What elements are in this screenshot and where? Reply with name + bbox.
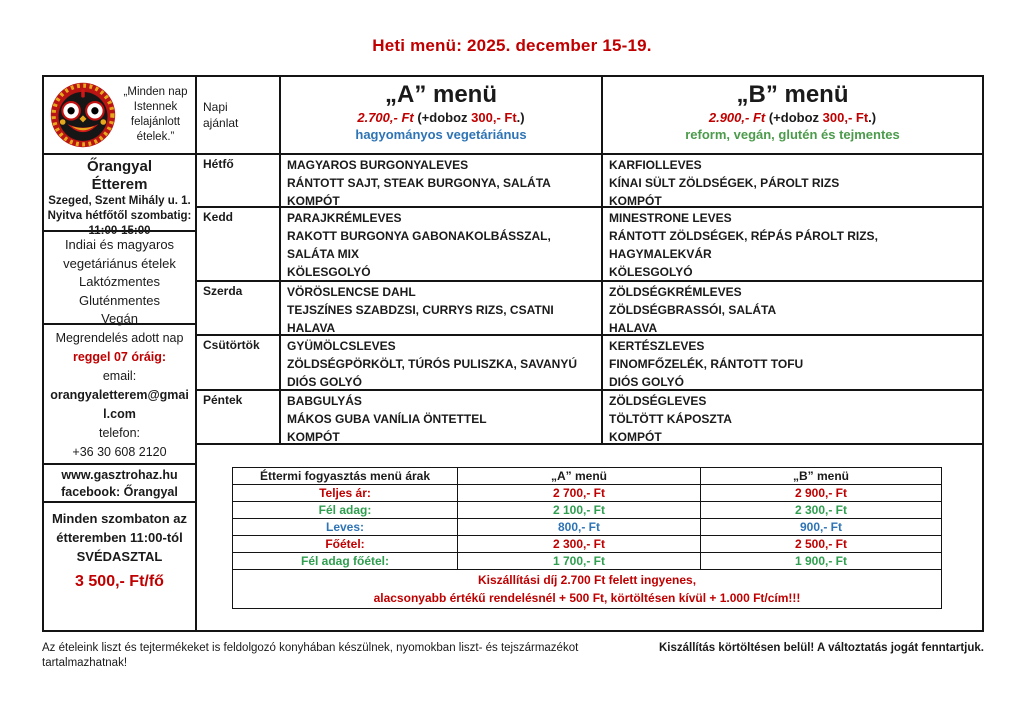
price-b: 1 900,- Ft (701, 553, 942, 570)
dish-line: KÍNAI SÜLT ZÖLDSÉGEK, PÁROLT RIZS (609, 176, 840, 190)
opening-hours-line1: Nyitva hétfőtől szombatig: (47, 210, 192, 222)
price-a: 1 700,- Ft (458, 553, 701, 570)
price-b: 900,- Ft (701, 519, 942, 536)
restaurant-name-line1: Őrangyal (86, 158, 153, 175)
menu-a-price-line: 2.700,- Ft (+doboz 300,- Ft.) (357, 110, 525, 125)
dish-line: GYÜMÖLCSLEVES (287, 339, 396, 353)
dish-line: TEJSZÍNES SZABDZSI, CURRYS RIZS, CSATNI (287, 303, 554, 317)
dish-line: ZÖLDSÉGPÖRKÖLT, TÚRÓS PULISZKA, SAVANYÚ (287, 357, 578, 371)
price-label: Leves: (233, 519, 458, 536)
phone-number: +36 30 608 2120 (72, 445, 167, 459)
order-deadline: reggel 07 óráig: (72, 350, 167, 364)
saturday-buffet-price: 3 500,- Ft/fő (75, 573, 164, 590)
delivery-area-note: Kiszállítás körtöltésen belül! A változtatás jogát fenntartjuk. (658, 642, 984, 654)
dish-line: KOMPÓT (287, 430, 340, 444)
dine-in-price-table (232, 467, 942, 609)
saturday-buffet-text: Minden szombaton az étteremben 11:00-tól (51, 511, 188, 545)
restaurant-info-section (44, 155, 195, 237)
price-table-header-row (233, 468, 942, 485)
day-row-wednesday (197, 282, 982, 336)
logo-section (44, 77, 195, 155)
menu-a-dishes (281, 282, 603, 334)
menu-b-subtitle: reform, vegán, glutén és tejmentes (685, 127, 900, 142)
price-a: 2 100,- Ft (458, 502, 701, 519)
day-row-thursday (197, 336, 982, 391)
day-row-friday (197, 391, 982, 445)
dish-line: KARFIOLLEVES (609, 158, 702, 172)
restaurant-name-line2: Étterem (91, 176, 148, 193)
price-b: 2 500,- Ft (701, 536, 942, 553)
saturday-buffet-section (44, 503, 195, 630)
email-label: email: (102, 369, 137, 383)
dish-line: FINOMFŐZELÉK, RÁNTOTT TOFU (609, 357, 804, 371)
dish-line: KERTÉSZLEVES (609, 339, 705, 353)
menu-a-subtitle: hagyományos vegetáriánus (355, 127, 527, 142)
price-label: Fél adag főétel: (233, 553, 458, 570)
dish-line: RAKOTT BURGONYA GABONAKOLBÁSSZAL, SALÁTA MIX (287, 229, 551, 261)
menu-b-dishes (603, 336, 982, 389)
dish-line: ZÖLDSÉGLEVES (609, 394, 707, 408)
daily-offer-label: Napi ajánlat (197, 77, 281, 153)
price-header-menu-a: „A” menü (458, 468, 701, 485)
footer (42, 641, 984, 671)
menu-b-dishes (603, 155, 982, 206)
dish-line: MÁKOS GUBA VANÍLIA ÖNTETTEL (287, 412, 487, 426)
day-label: Hétfő (197, 155, 281, 206)
weekly-menu-table (42, 75, 984, 632)
menu-header-row (197, 77, 982, 155)
dish-line: MAGYAROS BURGONYALEVES (287, 158, 469, 172)
dish-line: DIÓS GOLYÓ (287, 375, 362, 389)
page-title: Heti menü: 2025. december 15-19. (372, 36, 652, 55)
phone-label: telefon: (98, 426, 140, 440)
day-row-monday (197, 155, 982, 208)
price-row-soup (233, 519, 942, 536)
price-row-main (233, 536, 942, 553)
jagannath-logo-icon (46, 80, 120, 150)
dish-line: DIÓS GOLYÓ (609, 375, 684, 389)
menu-a-dishes (281, 391, 603, 443)
day-label: Csütörtök (197, 336, 281, 389)
web-section (44, 465, 195, 503)
menu-area (197, 77, 982, 630)
price-header-menu-b: „B” menü (701, 468, 942, 485)
price-b: 2 300,- Ft (701, 502, 942, 519)
dish-line: HALAVA (609, 321, 658, 335)
day-label: Kedd (197, 208, 281, 280)
feature-cuisine: Indiai és magyaros vegetáriánus ételek (63, 237, 176, 271)
menu-b-dishes (603, 282, 982, 334)
dish-line: PARAJKRÉMLEVES (287, 211, 402, 225)
price-row-half-main (233, 553, 942, 570)
menu-b-title: „B” menü (736, 81, 849, 108)
dish-line: KOMPÓT (609, 194, 662, 208)
menu-b-price-line: 2.900,- Ft (+doboz 300,- Ft.) (708, 110, 877, 125)
features-section (44, 232, 195, 325)
menu-a-dishes (281, 208, 603, 280)
restaurant-address: Szeged, Szent Mihály u. 1. (48, 195, 191, 207)
website-url: www.gasztrohaz.hu (61, 468, 178, 482)
dish-line: KÖLESGOLYÓ (609, 265, 693, 279)
day-label: Péntek (197, 391, 281, 443)
menu-a-dishes (281, 155, 603, 206)
price-a: 800,- Ft (458, 519, 701, 536)
email-address: orangyaletterem@gmail.com (50, 388, 189, 421)
dish-line: KÖLESGOLYÓ (287, 265, 371, 279)
saturday-buffet-event: SVÉDASZTAL (76, 549, 163, 564)
allergen-note: Az ételeink liszt és tejtermékeket is feldolgozó konyhában készülnek, nyomokban liszt- és tejszármazékot tartalmazhatnak! (42, 642, 579, 669)
menu-b-dishes (603, 391, 982, 443)
feature-vegan: Vegán (101, 311, 138, 326)
dish-line: ZÖLDSÉGBRASSÓI, SALÁTA (609, 303, 777, 317)
dish-line: BABGULYÁS (287, 394, 362, 408)
menu-a-dishes (281, 336, 603, 389)
price-header-label: Éttermi fogyasztás menü árak (233, 468, 458, 485)
dish-line: VÖRÖSLENCSE DAHL (287, 285, 416, 299)
dish-line: ZÖLDSÉGKRÉMLEVES (609, 285, 742, 299)
price-area (197, 445, 982, 630)
price-a: 2 700,- Ft (458, 485, 701, 502)
order-intro: Megrendelés adott nap (55, 331, 184, 345)
opening-hours-line2: 11:00-15:00 (88, 225, 151, 237)
facebook-name: facebook: Őrangyal (61, 485, 178, 499)
price-label: Főétel: (233, 536, 458, 553)
day-label: Szerda (197, 282, 281, 334)
dish-line: KOMPÓT (287, 194, 340, 208)
dish-line: HALAVA (287, 321, 336, 335)
feature-gluten-free: Gluténmentes (79, 292, 160, 308)
price-label: Fél adag: (233, 502, 458, 519)
delivery-note-row (233, 570, 942, 609)
price-row-full (233, 485, 942, 502)
price-row-half (233, 502, 942, 519)
order-info-section (44, 325, 195, 465)
feature-lactose-free: Laktózmentes (79, 274, 160, 289)
menu-b-dishes (603, 208, 982, 280)
menu-a-header (281, 77, 603, 153)
menu-b-header (603, 77, 982, 153)
menu-a-title: „A” menü (384, 81, 497, 108)
dish-line: KOMPÓT (609, 430, 662, 444)
dish-line: RÁNTOTT ZÖLDSÉGEK, RÉPÁS PÁROLT RIZS, HAGYMALEKVÁR (609, 229, 878, 261)
sidebar (44, 77, 197, 630)
daily-offering-quote: „Minden nap Istennek felajánlott ételek.” (123, 86, 188, 143)
price-label: Teljes ár: (233, 485, 458, 502)
delivery-note: Kiszállítási díj 2.700 Ft felett ingyenes, alacsonyabb értékű rendelésnél + 500 Ft, körtöltésen kívül + 1.000 Ft/cím!!! (233, 570, 942, 609)
dish-line: RÁNTOTT SAJT, STEAK BURGONYA, SALÁTA (287, 176, 551, 190)
price-a: 2 300,- Ft (458, 536, 701, 553)
day-row-tuesday (197, 208, 982, 282)
price-b: 2 900,- Ft (701, 485, 942, 502)
dish-line: MINESTRONE LEVES (609, 211, 732, 225)
dish-line: TÖLTÖTT KÁPOSZTA (609, 412, 732, 426)
